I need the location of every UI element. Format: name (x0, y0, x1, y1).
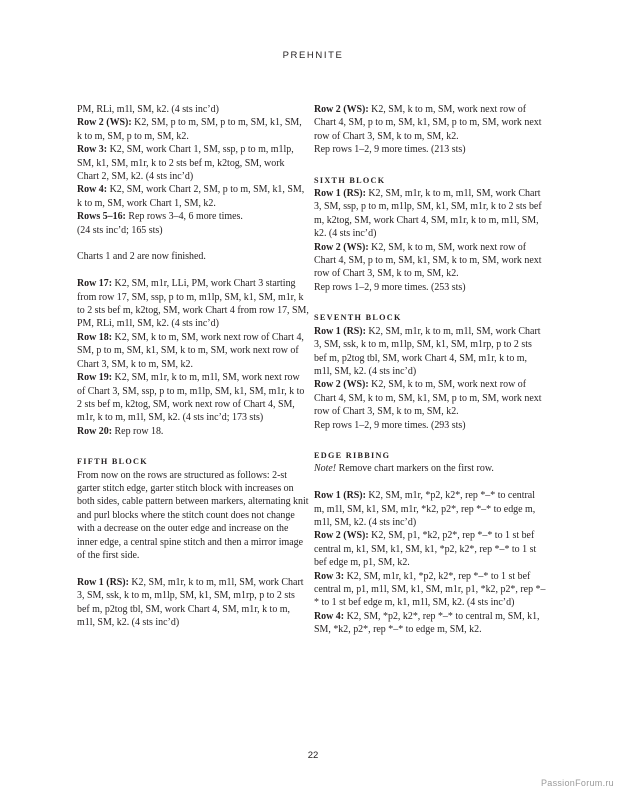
row-text: Rep row 18. (112, 425, 164, 437)
note-text: Remove chart markers on the first row. (336, 463, 494, 475)
row-instruction (77, 143, 309, 183)
page-number: 22 (307, 750, 319, 761)
row-instruction (77, 277, 309, 331)
row-text: Rep rows 3–4, 6 more times. (125, 211, 243, 223)
row-text: K2, SM, m1r, k to m, m1l, SM, work Chart 3, SM, ssk, k to m, m1lp, SM, k1, SM, m1rp, p to 2 sts bef m, p2tog tbl, SM, work Chart 4, SM, m1r, k to m, m1l, SM, k2. (4 sts inc’d) (77, 576, 304, 628)
paragraph: Charts 1 and 2 are now finished. (77, 251, 206, 263)
stitch-count: (24 sts inc’d; 165 sts) (77, 224, 163, 236)
row-instruction (314, 378, 546, 418)
row-label: Row 1 (RS): (77, 576, 129, 588)
row-text: K2, SM, k to m, SM, work next row of Chart 4, SM, p to m, SM, k1, SM, k to m, SM, work next row of Chart 3, SM, k to m, SM, k2. (77, 331, 304, 370)
repeat-instruction: Rep rows 1–2, 9 more times. (293 sts) (314, 419, 466, 431)
row-text: K2, SM, k to m, SM, work next row of Chart 4, SM, p to m, SM, k1, SM, p to m, SM, work next row of Chart 3, SM, k to m, SM, k2. (314, 104, 542, 142)
repeat-instruction: Rep rows 1–2, 9 more times. (253 sts) (314, 281, 466, 293)
row-label: Row 2 (WS): (314, 379, 369, 391)
row-text: K2, SM, k to m, SM, work next row of Chart 4, SM, k to m, SM, k1, SM, p to m, SM, work next row of Chart 3, SM, k to m, SM, k2. (314, 379, 542, 418)
row-text: K2, SM, m1r, k to m, m1l, SM, work next row of Chart 3, SM, ssp, p to m, m1lp, SM, k1, SM, m1r, k to 2 sts bef m, k2tog, SM, work next row of Chart 4, SM, m1r, k to m, m1l, SM, k2. (4 sts inc’d; 173 sts) (77, 372, 305, 424)
note (314, 462, 546, 475)
row-text: K2, SM, m1r, k1, *p2, k2*, rep *–* to 1 st bef central m, p1, m1l, SM, k1, SM, m1r, p1, *k2, p2*, rep *–* to 1 st bef edge m, k1, m1l, SM, k2. (4 sts inc’d) (314, 570, 546, 609)
row-instruction (77, 183, 309, 210)
left-column (77, 103, 309, 629)
row-label: Rows 5–16: (77, 211, 126, 223)
row-text: K2, SM, m1r, LLi, PM, work Chart 3 starting from row 17, SM, ssp, p to m, m1lp, SM, k1, SM, m1r, k to 2 sts bef m, k2tog, SM, work Chart 4 from row 17, SM, PM, RLi, m1l, SM, k2. (4 sts inc’d) (77, 278, 309, 330)
row-label: Row 1 (RS): (314, 188, 366, 200)
row-label: Row 4: (77, 184, 108, 196)
section-heading-seventh-block: SEVENTH BLOCK (314, 313, 402, 323)
row-label: Row 2 (WS): (314, 241, 369, 253)
row-text: K2, SM, p1, *k2, p2*, rep *–* to 1 st bef central m, k1, SM, k1, SM, k1, *p2, k2*, rep *–* to 1 st bef edge m, p1, SM, k2. (314, 530, 537, 569)
row-instruction (77, 371, 309, 425)
row-instruction (77, 425, 309, 438)
row-instruction (314, 187, 546, 241)
section-heading-sixth-block: SIXTH BLOCK (314, 175, 386, 185)
row-instruction (314, 489, 546, 529)
row-text: K2, SM, m1r, *p2, k2*, rep *–* to central m, m1l, SM, k1, SM, m1r, *k2, p2*, rep *–* to edge m, m1l, SM, k2. (4 sts inc’d) (314, 490, 536, 528)
row-label: Row 3: (77, 144, 108, 156)
row-label: Row 19: (77, 372, 113, 384)
row-label: Row 3: (314, 570, 345, 582)
row-label: Row 18: (77, 331, 113, 343)
row-instruction (77, 210, 309, 223)
section-heading-fifth-block: FIFTH BLOCK (77, 457, 148, 467)
watermark: PassionForum.ru (540, 778, 614, 788)
row-text: K2, SM, p to m, SM, p to m, SM, k1, SM, k to m, SM, p to m, SM, k2. (77, 117, 302, 142)
row-text: K2, SM, m1r, k to m, m1l, SM, work Chart 3, SM, ssp, p to m, m1lp, SM, k1, SM, m1r, k to 2 sts bef m, k2tog, SM, work Chart 4, SM, m1r, k to m, m1l, SM, k2. (4 sts inc’d) (314, 188, 542, 240)
row-instruction (314, 325, 546, 379)
row-text: K2, SM, m1r, k to m, m1l, SM, work Chart 3, SM, ssk, k to m, m1lp, SM, k1, SM, m1rp, p to 2 sts bef m, p2tog tbl, SM, work Chart 4, SM, m1r, k to m, m1l, SM, k2. (4 sts inc’d) (314, 325, 541, 377)
row-instruction (314, 570, 546, 610)
row-instruction (77, 576, 309, 630)
row-label: Row 2 (WS): (314, 530, 369, 542)
note-label: Note! (314, 463, 337, 475)
row-text: K2, SM, k to m, SM, work next row of Chart 4, SM, p to m, SM, k1, SM, k to m, SM, work next row of Chart 3, SM, k to m, SM, k2. (314, 241, 542, 280)
row-instruction (77, 116, 309, 143)
row-instruction (314, 241, 546, 281)
row-label: Row 1 (RS): (314, 325, 366, 337)
paragraph: From now on the rows are structured as follows: 2-st garter stitch edge, garter stitch block with increases on both sides, cable pattern between markers, alternating knit and purl blocks where the stitch count does not change with a decrease on the outer edge and increase on the inner edge, a central spine stitch and then a mirror image of the first side. (77, 469, 309, 561)
paragraph: PM, RLi, m1l, SM, k2. (4 sts inc’d) (77, 104, 219, 115)
row-instruction (314, 529, 546, 569)
row-label: Row 2 (WS): (77, 117, 132, 129)
row-label: Row 17: (77, 278, 113, 290)
row-label: Row 4: (314, 610, 345, 622)
row-instruction (314, 610, 546, 637)
right-column (314, 103, 546, 637)
section-heading-edge-ribbing: EDGE RIBBING (314, 450, 391, 460)
row-label: Row 1 (RS): (314, 490, 366, 502)
running-title: PREHNITE (282, 50, 344, 61)
row-label: Row 2 (WS): (314, 104, 369, 115)
row-text: K2, SM, *p2, k2*, rep *–* to central m, SM, k1, SM, *k2, p2*, rep *–* to edge m, SM, k2. (314, 610, 540, 636)
row-instruction (314, 103, 546, 143)
row-instruction (77, 331, 309, 371)
row-text: K2, SM, work Chart 2, SM, p to m, SM, k1, SM, k to m, SM, work Chart 1, SM, k2. (77, 184, 305, 209)
row-label: Row 20: (77, 425, 113, 437)
repeat-instruction: Rep rows 1–2, 9 more times. (213 sts) (314, 144, 466, 156)
row-text: K2, SM, work Chart 1, SM, ssp, p to m, m1lp, SM, k1, SM, m1r, k to 2 sts bef m, k2tog, SM, work Chart 2, SM, k2. (4 sts inc’d) (77, 144, 294, 183)
